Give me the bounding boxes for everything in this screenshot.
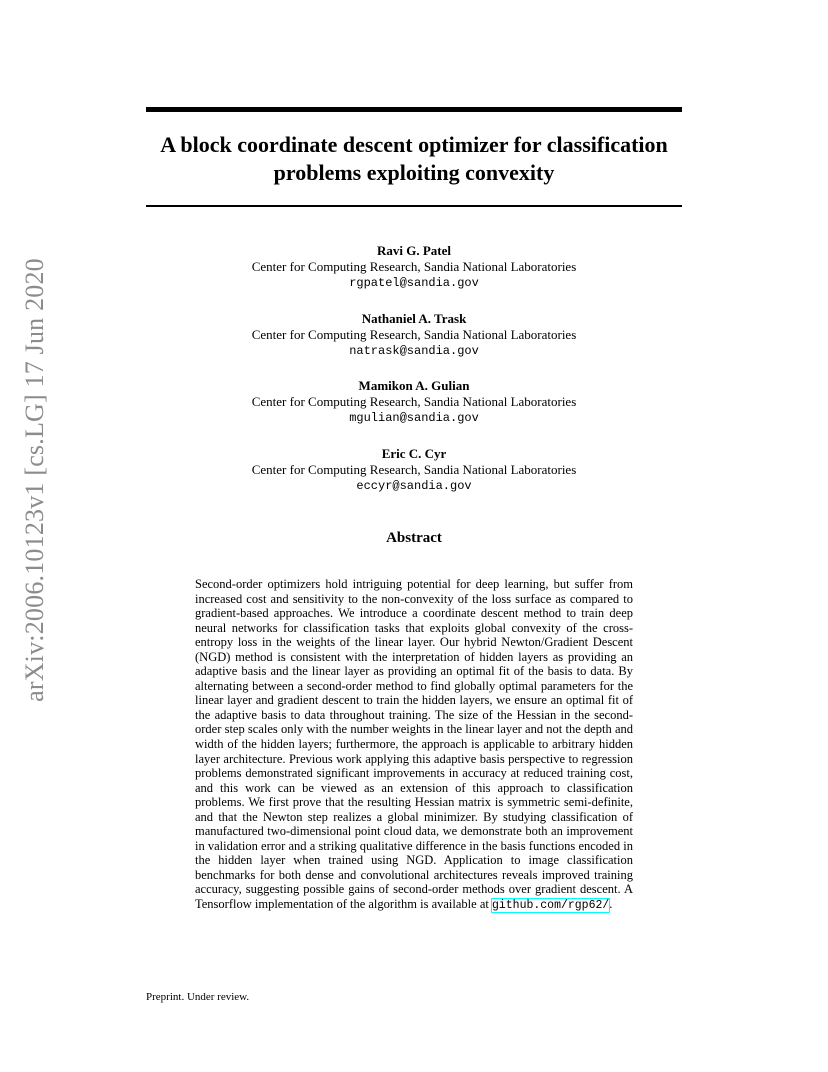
author-affiliation: Center for Computing Research, Sandia National Laboratories [251,394,577,409]
author-block [146,378,682,426]
author-block [146,243,682,291]
title-bottom-rule [146,205,682,207]
author-email[interactable]: natrask@sandia.gov [349,344,479,358]
author-email[interactable]: mgulian@sandia.gov [349,411,479,425]
author-affiliation: Center for Computing Research, Sandia National Laboratories [251,327,577,342]
author-name: Eric C. Cyr [381,446,447,461]
author-affiliation: Center for Computing Research, Sandia National Laboratories [251,462,577,477]
author-email[interactable]: eccyr@sandia.gov [356,479,472,493]
arxiv-identifier-stamp: arXiv:2006.10123v1 [cs.LG] 17 Jun 2020 [20,258,49,702]
author-block [146,311,682,359]
abstract-period: . [609,897,613,912]
author-name: Ravi G. Patel [376,243,451,258]
abstract-heading: Abstract [386,530,442,546]
paper-title [120,131,708,187]
title-line-1: A block coordinate descent optimizer for classification [160,132,668,157]
author-email[interactable]: rgpatel@sandia.gov [349,276,479,290]
preprint-footer: Preprint. Under review. [146,991,250,1003]
author-name: Nathaniel A. Trask [361,311,467,326]
title-top-rule [146,107,682,112]
title-line-2: problems exploiting convexity [273,160,555,185]
author-affiliation: Center for Computing Research, Sandia National Laboratories [251,259,577,274]
author-name: Mamikon A. Gulian [358,378,470,393]
code-repository-link[interactable]: github.com/rgp62/ [491,899,610,913]
abstract-body [195,577,633,914]
author-block [146,446,682,494]
abstract-text: Second-order optimizers hold intriguing potential for deep learning, but suffer from increased cost and sensitivity to the non-convexity of the loss surface as compared to gradient-based approaches. We introduce a coordinate descent method to train deep neural networks for classification tasks that exploits global convexity of the cross-entropy loss in the weights of the linear layer. Our hybrid Newton/Gradient Descent (NGD) method is consistent with the interpretation of hidden layers as providing an adaptive basis and the linear layer as providing an optimal fit of the basis to data. By alternating between a second-order method to find globally optimal parameters for the linear layer and gradient descent to train the hidden layers, we ensure an optimal fit of the adaptive basis to data throughout training. The size of the Hessian in the second-order step scales only with the number weights in the linear layer and not the depth and width of the hidden layers; furthermore, the approach is applicable to arbitrary hidden layer architecture. Previous work applying this adaptive basis perspective to regression problems demonstrated significant improvements in accuracy at reduced training cost, and this work can be viewed as an extension of this approach to classification problems. We first prove that the resulting Hessian matrix is symmetric semi-definite, and that the Newton step realizes a global minimizer. By studying classification of manufactured two-dimensional point cloud data, we demonstrate both an improvement in validation error and a striking qualitative difference in the basis functions encoded in the hidden layer when trained using NGD. Application to image classification benchmarks for both dense and convolutional architectures reveals improved training accuracy, suggesting possible gains of second-order methods over gradient descent. A Tensorflow implementation of the algorithm is available at [195,577,633,912]
